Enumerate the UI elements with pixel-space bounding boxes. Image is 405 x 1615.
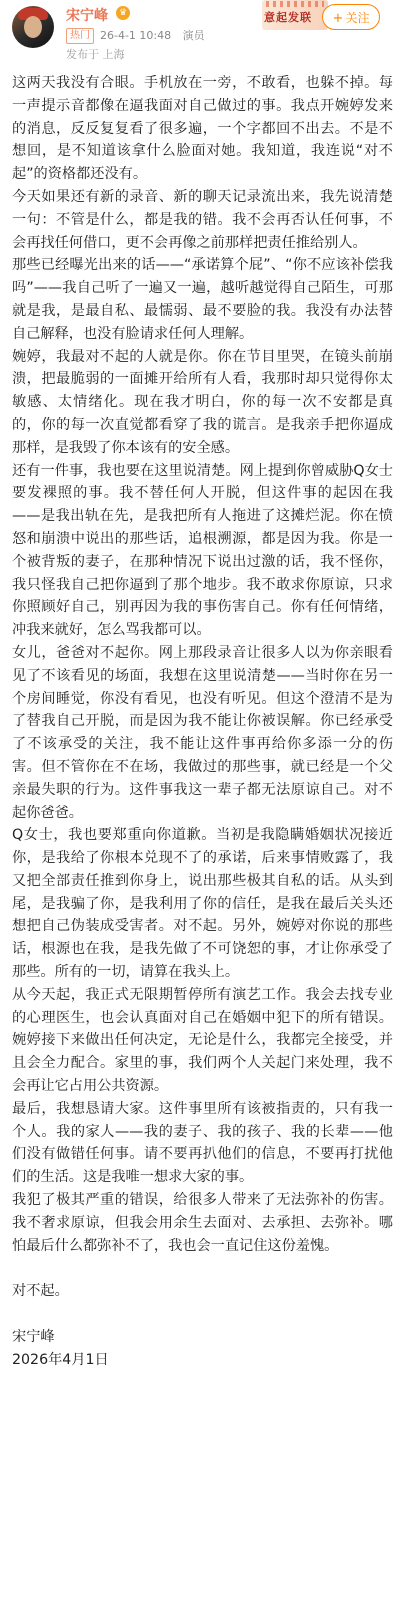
avatar[interactable] — [12, 6, 54, 48]
avatar-face — [24, 16, 42, 38]
hot-badge: 热门 — [66, 28, 94, 44]
paragraph-3: 那些已经曝光出来的话——“承诺算个屁”、“你不应该补偿我吗”——我自己听了一遍又一遍，越听越觉得自己陌生，可那就是我，是最自私、最懦弱、最不要脸的我。我没有办法替自己解释，也没有脸请求任何人理解。 — [12, 257, 393, 342]
banner-text: 意起发联 — [264, 11, 312, 24]
post-time: 26-4-1 10:48 — [100, 29, 172, 42]
follow-label: 关注 — [345, 11, 370, 25]
post-header — [0, 0, 405, 64]
signature: 宋宁峰 — [12, 1328, 55, 1345]
banner-pattern — [266, 1, 324, 7]
vip-crown-icon: ♛ — [116, 6, 130, 20]
spacer — [12, 1257, 393, 1280]
paragraph-6: 女儿，爸爸对不起你。网上那段录音让很多人以为你亲眼看见了不该看见的场面，我想在这里说清楚——当时你在另一个房间睡觉，你没有看见，也没有听见。但这个澄清不是为了替我自己开脱，而是因为我不能让你被误解。你已经承受了不该承受的关注，我不能让这件事再给你多添一分的伤害。但不管你在不在场，我做过的那些事，就已经是一个父亲最失职的行为。这件事我这一辈子都无法原谅自己。对不起你爸爸。 — [12, 644, 393, 821]
paragraph-4: 婉婷，我最对不起的人就是你。你在节目里哭，在镜头前崩溃，把最脆弱的一面摊开给所有人看，我那时却只觉得你太敏感、太情绪化。现在我才明白，你的每一次不安都是真的，你的每一次直觉都看穿了我的谎言。是我亲手把你逼成那样，是我毁了你本该有的安全感。 — [12, 348, 393, 456]
post-meta — [100, 27, 213, 43]
closing-line: 对不起。 — [12, 1283, 69, 1300]
post-location: 发布于 上海 — [66, 48, 125, 61]
plus-icon: + — [332, 11, 344, 26]
paragraph-5: 还有一件事，我也要在这里说清楚。网上提到你曾威胁Q女士要发裸照的事。我不替任何人开脱，但这件事的起因在我——是我出轨在先，是我把所有人拖进了这摊烂泥。你在愤怒和崩溃中说出的那些话，追根溯源，都是因为我。你是一个被背叛的妻子，在那种情况下说出过激的话，我不怪你，我只怪我自己把你逼到了那个地步。我不敢求你原谅，只求你照顾好自己，别再因为我的事伤害自己。你有任何情绪，冲我来就好，怎么骂我都可以。 — [12, 462, 393, 639]
post-content — [12, 72, 393, 1371]
username[interactable]: 宋宁峰 — [66, 8, 108, 24]
paragraph-9: 最后，我想恳请大家。这件事里所有该被指责的，只有我一个人。我的家人——我的妻子、我的孩子、我的长辈——他们没有做错任何事。请不要再扒他们的信息，不要再打扰他们的生活。这是我唯一想求大家的事。 — [12, 1100, 393, 1186]
post-date: 2026年4月1日 — [12, 1351, 109, 1368]
paragraph-7: Q女士，我也要郑重向你道歉。当初是我隐瞒婚姻状况接近你，是我给了你根本兑现不了的承诺，后来事情败露了，我又把全部责任推到你身上，说出那些极其自私的话。从头到尾，是我骗了你，是我利用了你的信任，是我在最后关头还想把自己伪装成受害者。对不起。另外，婉婷对你说的那些话，根源也在我，是我先做了不可饶恕的事，才让你承受了那些。所有的一切，请算在我头上。 — [12, 827, 393, 981]
follow-button[interactable] — [322, 4, 380, 30]
decorative-banner — [262, 0, 328, 30]
paragraph-8: 从今天起，我正式无限期暂停所有演艺工作。我会去找专业的心理医生，也会认真面对自己在婚姻中犯下的所有错误。婉婷接下来做出任何决定，无论是什么，我都完全接受，并且会全力配合。家里的事，我们两个人关起门来处理，我不会再让它占用公共资源。 — [12, 986, 393, 1095]
paragraph-10: 我犯了极其严重的错误，给很多人带来了无法弥补的伤害。我不奢求原谅，但我会用余生去面对、去承担、去弥补。哪怕最后什么都弥补不了，我也会一直记住这份羞愧。 — [12, 1192, 393, 1254]
user-role: 演员 — [182, 29, 205, 42]
spacer — [12, 1303, 393, 1326]
paragraph-2: 今天如果还有新的录音、新的聊天记录流出来，我先说清楚一句：不管是什么，都是我的错。我不会再否认任何事，不会再找任何借口，更不会再像之前那样把责任推给别人。 — [12, 188, 393, 251]
paragraph-1: 这两天我没有合眼。手机放在一旁，不敢看，也躲不掉。每一声提示音都像在逼我面对自己做过的事。我点开婉婷发来的消息，反反复复看了很多遍，一个字都回不出去。不是不想回，是不知道该拿什么脸面对她。我知道，我连说“对不起”的资格都还没有。 — [12, 75, 393, 183]
